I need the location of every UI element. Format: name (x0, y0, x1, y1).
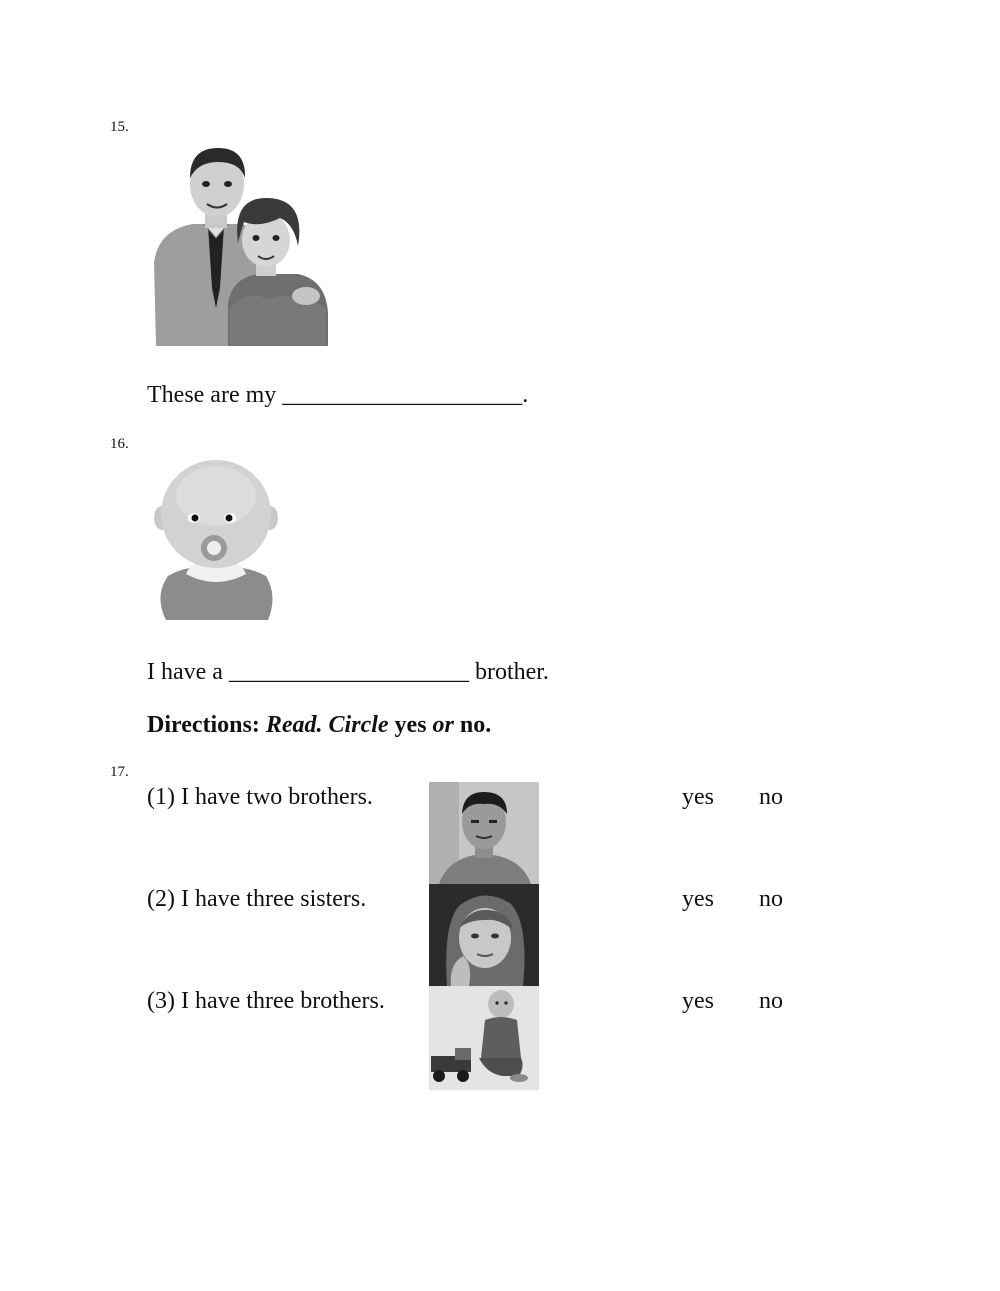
baby-illustration (148, 456, 284, 630)
q17-item-1-text: (1) I have two brothers. (147, 784, 373, 810)
directions-circle: Circle (328, 712, 389, 738)
q17-item-2-yes[interactable]: yes (682, 886, 714, 912)
question-number-15: 15. (110, 119, 129, 135)
q16-sentence: I have a ____________________ brother. (147, 659, 549, 685)
man-photo (429, 782, 539, 884)
directions-or: or (432, 712, 454, 738)
directions-no: no. (459, 712, 492, 738)
q17-item-2-text: (2) I have three sisters. (147, 886, 367, 912)
directions-read: Read. (265, 712, 323, 738)
question-number-16: 16. (110, 436, 129, 452)
q17-item-1-no[interactable]: no (759, 784, 783, 810)
q17-item-1-yes[interactable]: yes (682, 784, 714, 810)
q17-item-3-yes[interactable]: yes (682, 988, 714, 1014)
q17-item-3-text: (3) I have three brothers. (147, 988, 385, 1014)
q15-sentence: These are my ____________________. (147, 382, 529, 408)
q17-item-2-no[interactable]: no (759, 886, 783, 912)
baby-photo (429, 986, 539, 1090)
parents-illustration (148, 138, 333, 350)
q17-item-3-no[interactable]: no (759, 988, 783, 1014)
directions-yes: yes (394, 712, 427, 738)
question-number-17: 17. (110, 764, 129, 780)
girl-photo (429, 884, 539, 986)
directions (147, 712, 491, 739)
directions-label: Directions: (147, 712, 260, 738)
